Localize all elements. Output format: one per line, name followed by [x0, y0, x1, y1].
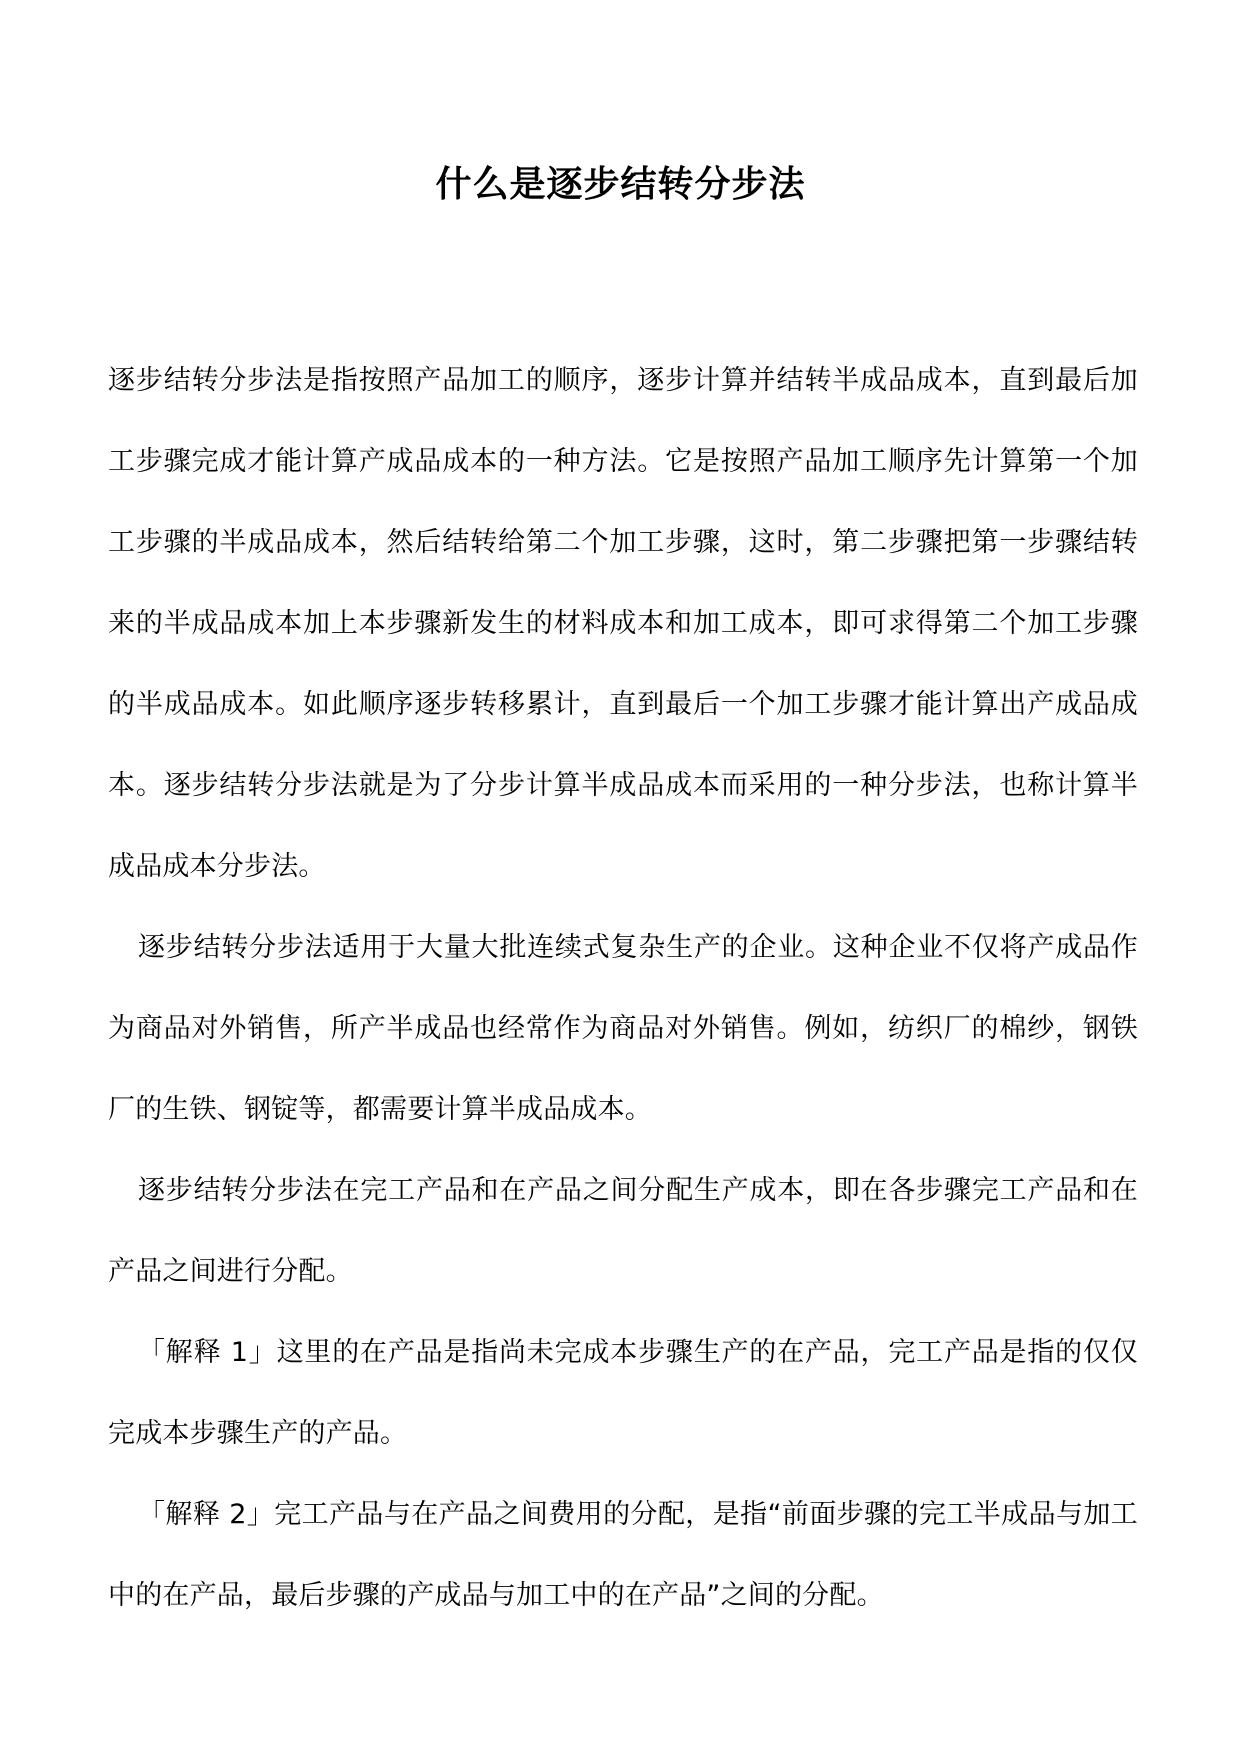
paragraph-explanation-2: 「解释 2」完工产品与在产品之间费用的分配，是指“前面步骤的完工半成品与加工中的在产品，最后步骤的产成品与加工中的在产品”之间的分配。 — [108, 1499, 1138, 1611]
paragraph-definition: 逐步结转分步法是指按照产品加工的顺序，逐步计算并结转半成品成本，直到最后加工步骤完成才能计算产成品成本的一种方法。它是按照产品加工顺序先计算第一个加工步骤的半成品成本，然后结转给第二个加工步骤，这时，第二步骤把第一步骤结转来的半成品成本加上本步骤新发生的材料成本和加工成本，即可求得第二个加工步骤的半成品成本。如此顺序逐步转移累计，直到最后一个加工步骤才能计算出产成品成本。逐步结转分步法就是为了分步计算半成品成本而采用的一种分步法，也称计算半成品成本分步法。 — [108, 365, 1138, 882]
document-title: 什么是逐步结转分步法 — [435, 163, 806, 205]
paragraph-explanation-1: 「解释 1」这里的在产品是指尚未完成本步骤生产的在产品，完工产品是指的仅仅完成本步骤生产的产品。 — [108, 1337, 1138, 1449]
paragraph-allocation: 逐步结转分步法在完工产品和在产品之间分配生产成本，即在各步骤完工产品和在产品之间进行分配。 — [108, 1175, 1138, 1287]
document-body — [108, 340, 1138, 1636]
paragraph-applicability: 逐步结转分步法适用于大量大批连续式复杂生产的企业。这种企业不仅将产成品作为商品对外销售，所产半成品也经常作为商品对外销售。例如，纺织厂的棉纱，钢铁厂的生铁、钢锭等，都需要计算半成品成本。 — [108, 932, 1138, 1125]
